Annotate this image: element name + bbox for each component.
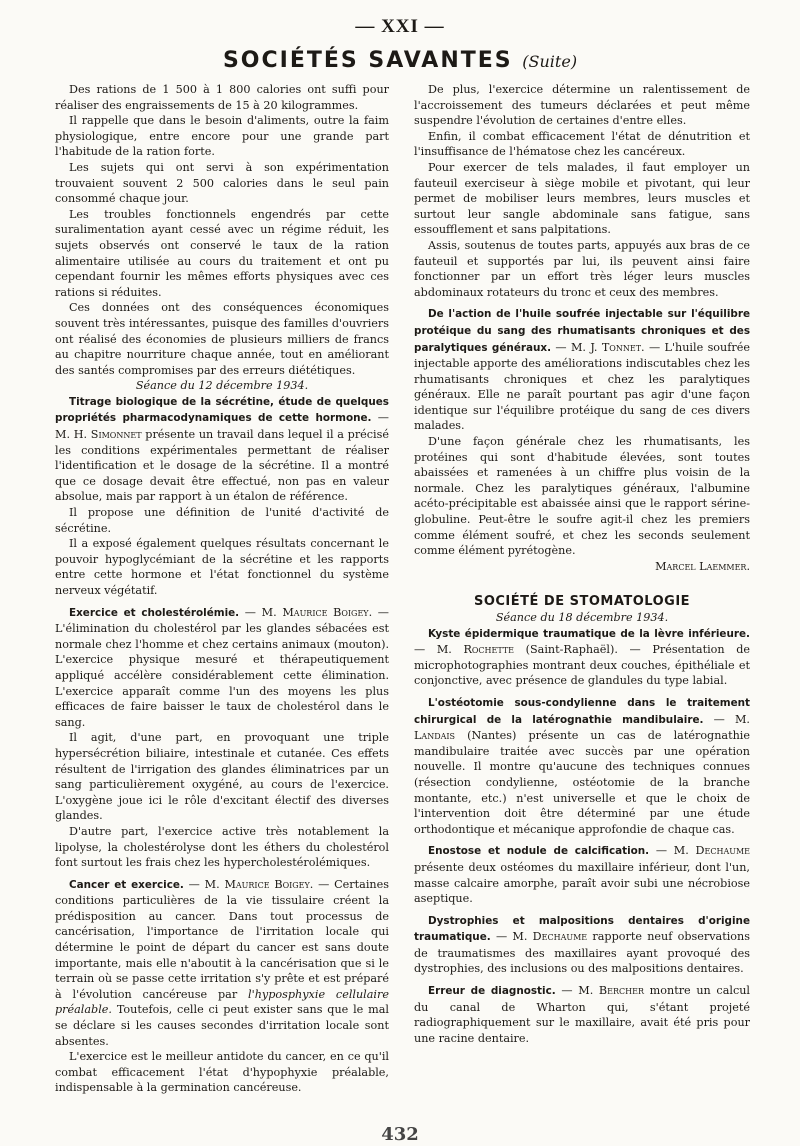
report-author: M. Landais xyxy=(414,712,750,743)
report-heading: Enostose et nodule de calcification. xyxy=(428,845,650,858)
report-secretine: Titrage biologique de la sécrétine, étude de quelques propriétés pharmacodynamiques de cette hormone. — M. H. Simonnet présente un travail dans lequel il a précisé les conditions expérimentales permettant de réaliser l'identification et le dosage de la sécrétine. Il a montré que ce dosage devait être effectué, non pas en valeur absolue, mais par rapport à un étalon de référence. xyxy=(55,395,389,504)
page-folio: — XXI — xyxy=(355,16,445,37)
paragraph: Il propose une définition de l'unité d'activité de sécrétine. xyxy=(55,506,389,535)
report-heading: L'ostéotomie sous-condylienne dans le traitement chirurgical de la latérognathie mandibulaire. xyxy=(414,696,750,726)
report-author: M. H. Simonnet xyxy=(55,428,142,442)
paragraph: Assis, soutenus de toutes parts, appuyés aux bras de ce fauteuil et supportés par lui, ils peuvent ainsi faire fonctionner par un effort très léger leurs muscles abdominaux rotateurs du tronc et ceux des membres. xyxy=(414,238,750,299)
report-text: présente deux ostéomes du maxillaire inférieur, dont l'un, masse calcaire amorphe, paraît avoir subi une nécrobiose aseptique. xyxy=(414,860,750,906)
paragraph: Il rappelle que dans le besoin d'aliments, outre la faim physiologique, entre encore pour une grande part l'habitude de la ration forte. xyxy=(55,114,389,159)
report-heading: Titrage biologique de la sécrétine, étude de quelques propriétés pharmacodynamiques de cette hormone. xyxy=(55,395,389,425)
report-kyste: Kyste épidermique traumatique de la lèvre inférieure. — M. Rochette (Saint-Raphaël). — Présentation de microphotographies montrant deux couches, épithéliale et conjonctive, avec présence de glandules du type labial. xyxy=(414,627,750,688)
report-heading: Kyste épidermique traumatique de la lèvre inférieure. xyxy=(428,627,750,640)
paragraph: Il a exposé également quelques résultats concernant le pouvoir hypoglycémiant de la sécrétine et les rapports entre cette hormone et l'état fonctionnel du système nerveux végétatif. xyxy=(55,537,389,597)
paragraph: Pour exercer de tels malades, il faut employer un fauteuil exerciseur à siège mobile et pivotant, qui leur permet de mobiliser leurs membres, leurs muscles et surtout leur sangle abdominale sans fatigue, sans essoufflement et sans palpitations. xyxy=(414,160,750,237)
seance-date: Séance du 18 décembre 1934. xyxy=(495,611,669,624)
signature: Marcel Laemmer. xyxy=(655,559,750,573)
paragraph: D'une façon générale chez les rhumatisants, les protéines qui sont d'habitude élevées, sont toutes abaissées et ramenées à un chiffre plus voisin de la normale. Chez les paralytiques généraux, l'albumine acéto-précipitable est abaissée ainsi que le rapport sérine-globuline. Peut-être le soufre agit-il chez les premiers comme élément soufré, et chez les seconds seulement comme élément pyrétogène. xyxy=(414,435,750,558)
report-heading: Dystrophies et malpositions dentaires d'origine traumatique. xyxy=(414,914,750,944)
paragraph: De plus, l'exercice détermine un ralentissement de l'accroissement des tumeurs déclarées et peut même suspendre l'évolution de certaines d'entre elles. xyxy=(414,83,750,128)
paragraph: Ces données ont des conséquences économiques souvent très intéressantes, puisque des familles d'ouvriers ont réalisé des économies de plusieurs milliers de francs au chapitre nourriture chaque année, tout en améliorant des santés compromises par des erreurs diététiques. xyxy=(55,301,389,377)
report-enostose: Enostose et nodule de calcification. — M. Dechaume présente deux ostéomes du maxillaire inférieur, dont l'un, masse calcaire amorphe, paraît avoir subi une nécrobiose aseptique. xyxy=(414,844,750,906)
paragraph: Enfin, il combat efficacement l'état de dénutrition et l'insuffisance de l'hématose chez les cancéreux. xyxy=(414,129,750,159)
report-text: présente un travail dans lequel il a précisé les conditions expérimentales permettant de réaliser l'identification et le dosage de la sécrétine. Il a montré que ce dosage devait être effectué, non pas en valeur absolue, mais par rapport à un étalon de référence. xyxy=(55,428,389,504)
paragraph: Les sujets qui ont servi à son expérimentation trouvaient souvent 2 500 calories dans le seul pain consommé chaque jour. xyxy=(55,160,389,206)
report-erreur: Erreur de diagnostic. — M. Bercher montre un calcul du canal de Wharton qui, s'étant projeté radiographiquement sur le maxillaire, avait été pris pour une racine dentaire. xyxy=(414,984,750,1045)
report-author: M. Bercher xyxy=(578,984,644,998)
report-author: M. Dechaume xyxy=(512,930,588,944)
report-heading: Erreur de diagnostic. xyxy=(428,985,556,998)
report-cholesterol: Exercice et cholestérolémie. — M. Maurice Boigey. — L'élimination du cholestérol par les glandes sébacées est normale chez l'homme et chez certains animaux (mouton). L'exercice physique mesuré et thérapeutiquement appliqué accélère considérablement cette élimination. L'exercice apparaît comme l'un des moyens les plus efficaces de faire baisser le taux de cholestérol dans le sang. xyxy=(55,605,389,729)
report-text: montre un calcul du canal de Wharton qui, s'étant projeté radiographiquement sur le maxillaire, avait été pris pour une racine dentaire. xyxy=(414,984,750,1045)
society-heading: SOCIÉTÉ DE STOMATOLOGIE xyxy=(473,594,691,610)
title-text: SOCIÉTÉS SAVANTES xyxy=(222,48,513,73)
report-author: M. Dechaume xyxy=(673,844,750,858)
report-text: (Saint-Raphaël). — Présentation de microphotographies montrant deux couches, épithéliale et conjonctive, avec présence de glandules du type labial. xyxy=(414,643,750,688)
report-author: M. Maurice Boigey. xyxy=(261,605,373,619)
report-cancer: Cancer et exercice. — M. Maurice Boigey. — Certaines conditions particulières de la vie tissulaire créent la prédisposition au cancer. Dans tout processus de cancérisation, l'importance de l'irritation locale qui détermine le point de départ du cancer est sans doute importante, mais elle n'aboutit à la cancérisation que si le terrain où se passe cette irritation s'y prête et est préparé à l'évolution cancéreuse par l'hyposphyxie cellulaire préalable. Toutefois, celle ci peut exister sans que le mal se déclare si les causes secondes d'irritation locale sont absentes. xyxy=(55,877,389,1048)
report-huile-soufree: De l'action de l'huile soufrée injectable sur l'équilibre protéique du sang des rhumatisants chroniques et des paralytiques généraux. — M. J. Tonnet. — L'huile soufrée injectable apporte des améliorations indiscutables chez les rhumatisants chroniques et chez les paralytiques généraux. Elle ne paraît pourtant pas agir d'une façon identique sur l'équilibre protéique du sang de ces divers malades. xyxy=(414,308,750,433)
title-suffix: (Suite) xyxy=(522,52,578,71)
report-text: Certaines conditions particulières de la vie tissulaire créent la prédisposition au cancer. Dans tout processus de cancérisation, l'importance de l'irritation locale qui détermine le point de départ du cancer est sans doute importante, mais elle n'aboutit à la cancérisation que si le terrain où se passe cette irritation s'y prête et est préparé à l'évolution cancéreuse par xyxy=(55,877,389,1001)
report-text: (Nantes) présente un cas de latérognathie mandibulaire traitée avec succès par une opération nouvelle. Il montre qu'aucune des techniques connues (résection condylienne, ostéotomie de la branche montante, etc.) n'est universelle et que le choix de l'intervention doit être déterminé par une étude orthodontique et mécanique approfondie de chaque cas. xyxy=(414,729,750,836)
report-text: rapporte neuf observations de traumatismes des maxillaires ayant provoqué des dystrophies, des inclusions ou des malpositions dentaires. xyxy=(414,930,750,976)
report-heading: Exercice et cholestérolémie. xyxy=(69,606,240,619)
report-text: Toutefois, celle ci peut exister sans que le mal se déclare si les causes secondes d'irritation locale sont absentes. xyxy=(55,1003,389,1048)
paragraph: L'exercice est le meilleur antidote du cancer, en ce qu'il combat efficacement l'état d'hypophyxie préalable, indispensable à la germination cancéreuse. xyxy=(55,1050,389,1095)
report-dystrophies: Dystrophies et malpositions dentaires d'origine traumatique. — M. Dechaume rapporte neuf observations de traumatismes des maxillaires ayant provoqué des dystrophies, des inclusions ou des malpositions dentaires. xyxy=(414,914,750,976)
report-author: M. Rochette xyxy=(436,643,515,657)
paragraph: Les troubles fonctionnels engendrés par cette suralimentation ayant cessé avec un régime réduit, les sujets observés ont conservé le taux de la ration alimentaire utilisée au cours du traitement et ont pu cependant fournir les mêmes efforts physiques avec ces rations si réduites. xyxy=(55,207,389,299)
report-text: L'élimination du cholestérol par les glandes sébacées est normale chez l'homme et chez certains animaux (mouton). L'exercice physique mesuré et thérapeutiquement appliqué accélère considérablement cette élimination. L'exercice apparaît comme l'un des moyens les plus efficaces de faire baisser le taux de cholestérol dans le sang. xyxy=(55,622,389,729)
report-heading: Cancer et exercice. xyxy=(69,878,184,891)
report-osteotomie: L'ostéotomie sous-condylienne dans le traitement chirurgical de la latérognathie mandibulaire. — M. Landais (Nantes) présente un cas de latérognathie mandibulaire traitée avec succès par une opération nouvelle. Il montre qu'aucune des techniques connues (résection condylienne, ostéotomie de la branche montante, etc.) n'est universelle et que le choix de l'intervention doit être déterminé par une étude orthodontique et mécanique approfondie de chaque cas. xyxy=(414,696,750,836)
report-heading: De l'action de l'huile soufrée injectable sur l'équilibre protéique du sang des rhumatisants chroniques et des paralytiques généraux. xyxy=(414,308,750,354)
paragraph: D'autre part, l'exercice active très notablement la lipolyse, la cholestérolyse dont les éthers du cholestérol font surtout les frais chez les hypercholestérolémiques. xyxy=(55,824,389,870)
report-italic: l'hyposphyxie cellulaire préalable. xyxy=(55,987,389,1017)
report-author: M. Maurice Boigey. xyxy=(204,877,314,891)
report-author: M. J. Tonnet. xyxy=(570,340,645,354)
right-column xyxy=(414,82,750,1046)
paragraph: Des rations de 1 500 à 1 800 calories ont suffi pour réaliser des engraissements de 15 à 20 kilogrammes. xyxy=(55,83,389,112)
paragraph: Il agit, d'une part, en provoquant une triple hypersécrétion biliaire, intestinale et cutanée. Ces effets résultent de l'irrigation des glandes éliminatrices par un sang particulièrement oxygéné, au cours de l'exercice. L'oxygène joue ici le rôle d'excitant électif des diverses glandes. xyxy=(55,731,389,823)
page-title xyxy=(0,48,800,73)
seance-date: Séance du 12 décembre 1934. xyxy=(135,379,309,393)
left-column xyxy=(55,82,389,1096)
page-number: 432 xyxy=(381,1124,419,1145)
report-text: L'huile soufrée injectable apporte des améliorations indiscutables chez les rhumatisants chroniques et chez les paralytiques généraux. Elle ne paraît pourtant pas agir d'une façon identique sur l'équilibre protéique du sang de ces divers malades. xyxy=(414,340,750,433)
